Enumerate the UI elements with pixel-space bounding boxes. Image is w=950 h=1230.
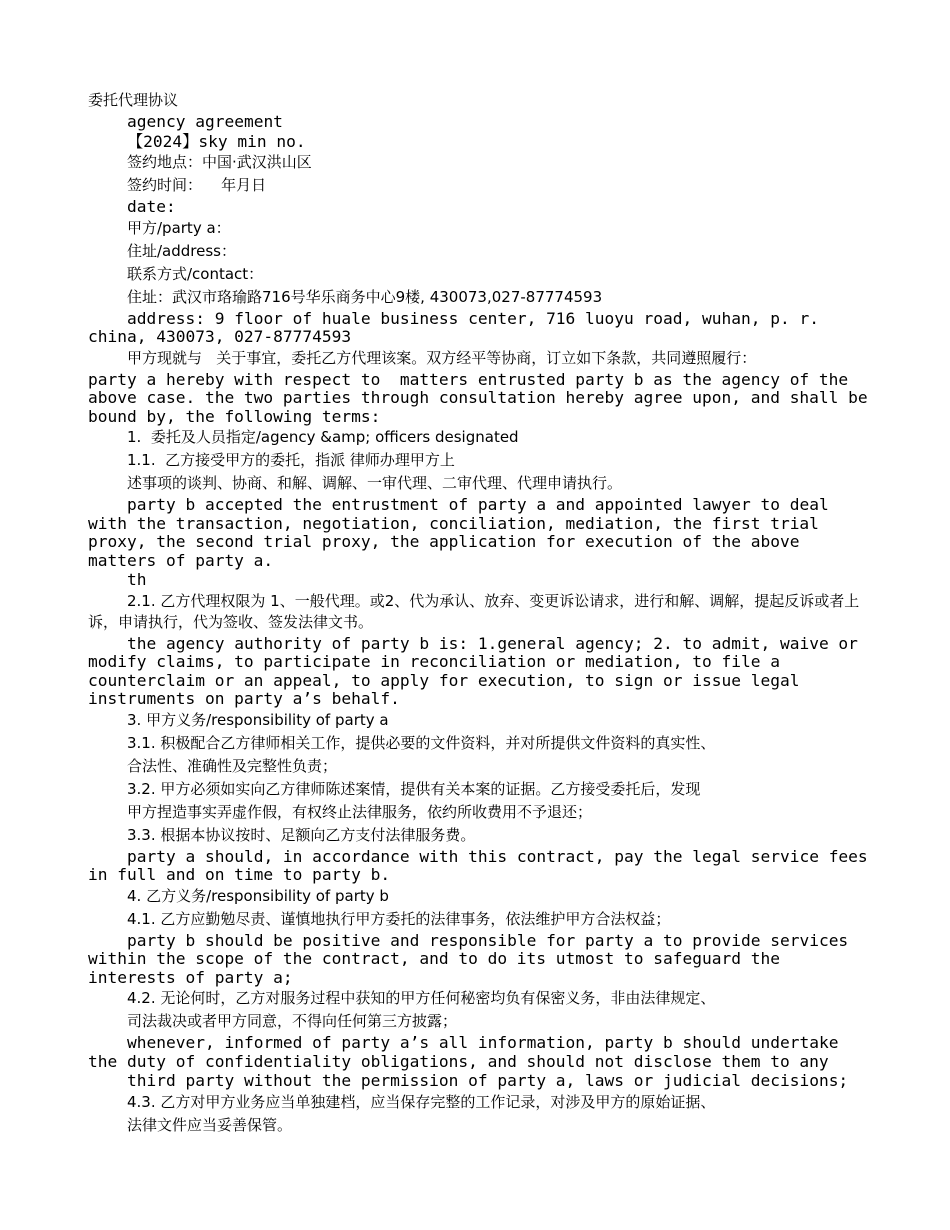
signing-date-en: date: bbox=[127, 197, 176, 216]
fragment-th: th bbox=[127, 570, 147, 589]
clause-4-3-zh-continued: 法律文件应当妥善保管。 bbox=[127, 1115, 293, 1134]
clause-2-1-zh: 2.1. 乙方代理权限为 1、一般代理。或2、代为承认、放弃、变更诉讼请求，进行和解、调解，提起反诉或者上诉，申请执行，代为签收、签发法律文书。 bbox=[88, 591, 860, 631]
clause-3-3-zh: 3.3. 根据本协议按时、足额向乙方支付法律服务费。 bbox=[127, 825, 476, 844]
clause-1-1-zh-continued: 述事项的谈判、协商、和解、调解、一审代理、二审代理、代理申请执行。 bbox=[127, 474, 623, 492]
clause-2-1-en: the agency authority of party b is: 1.general agency; 2. to admit, waive or modify claims, to participate in reconciliation or mediation, to file a counterclaim or an appeal, to apply for execution, to sign or issue legal instruments on party a’s behalf. bbox=[88, 633, 868, 708]
clause-4-2-zh-continued: 司法裁决或者甲方同意，不得向任何第三方披露； bbox=[127, 1012, 458, 1030]
party-b-address-zh: 住址：武汉市珞瑜路716号华乐商务中心9楼, 430073,027-87774593 bbox=[127, 287, 603, 306]
clause-4-3-zh: 4.3. 乙方对甲方业务应当单独建档，应当保存完整的工作记录，对涉及甲方的原始证据、 bbox=[127, 1092, 716, 1111]
document-page bbox=[88, 90, 878, 1138]
preamble-zh: 甲方现就与 关于事宜，委托乙方代理该案。双方经平等协商，订立如下条款，共同遵照履行： bbox=[127, 348, 757, 367]
clause-4-2-en-continued: third party without the permission of party a, laws or judicial decisions; bbox=[127, 1071, 849, 1090]
signing-place: 签约地点：中国·武汉洪山区 bbox=[127, 153, 312, 171]
contract-number: 【2024】sky min no. bbox=[127, 131, 306, 151]
clause-3-1-zh-continued: 合法性、准确性及完整性负责； bbox=[127, 756, 338, 775]
party-a-address-label: 住址/address： bbox=[127, 241, 236, 260]
clause-3-1-zh: 3.1. 积极配合乙方律师相关工作，提供必要的文件资料，并对所提供文件资料的真实性、 bbox=[127, 733, 716, 752]
preamble-en: party a hereby with respect to matters entrusted party b as the agency of the above case. the two parties through consultation hereby agree upon, and shall be bound by, the following terms: bbox=[88, 369, 878, 426]
clause-3-2-zh: 3.2. 甲方必须如实向乙方律师陈述案情，提供有关本案的证据。乙方接受委托后，发现 bbox=[127, 779, 701, 798]
section-3-heading: 3. 甲方义务/responsibility of party a bbox=[127, 710, 389, 729]
clause-4-1-en: party b should be positive and responsible for party a to provide services within the scope of the contract, and to do its utmost to safeguard the interests of party a; bbox=[88, 930, 858, 987]
section-4-heading: 4. 乙方义务/responsibility of party b bbox=[127, 886, 389, 905]
document-title: 委托代理协议 bbox=[88, 91, 179, 109]
clause-3-3-en: party a should, in accordance with this contract, pay the legal service fees in full and on time to party b. bbox=[88, 846, 878, 884]
signing-time: 签约时间： 年月日 bbox=[127, 176, 267, 194]
party-a-label: 甲方/party a： bbox=[127, 218, 231, 237]
document-title-en: agency agreement bbox=[127, 112, 283, 131]
clause-1-1-en: party b accepted the entrustment of party a and appointed lawyer to deal with the transaction, negotiation, conciliation, mediation, the first trial proxy, the second trial proxy, the application for execution of the above matters of party a. bbox=[88, 495, 839, 570]
clause-4-2-en: whenever, informed of party a’s all information, party b should undertake the duty of confidentiality obligations, and should not disclose them to any bbox=[88, 1033, 849, 1071]
section-1-heading: 1. 委托及人员指定/agency &amp; officers designated bbox=[127, 428, 519, 446]
clause-4-1-zh: 4.1. 乙方应勤勉尽责、谨慎地执行甲方委托的法律事务，依法维护甲方合法权益； bbox=[127, 909, 671, 928]
party-b-address-en: address: 9 floor of huale business center, 716 luoyu road, wuhan, p. r. china, 430073, 027-87774593 bbox=[88, 308, 829, 346]
party-a-contact-label: 联系方式/contact： bbox=[127, 264, 264, 283]
clause-1-1-zh: 1.1. 乙方接受甲方的委托，指派 律师办理甲方上 bbox=[127, 451, 455, 469]
clause-3-2-zh-continued: 甲方捏造事实弄虚作假，有权终止法律服务，依约所收费用不予退还； bbox=[127, 802, 593, 821]
clause-4-2-zh: 4.2. 无论何时，乙方对服务过程中获知的甲方任何秘密均负有保密义务，非由法律规定、 bbox=[127, 989, 716, 1007]
